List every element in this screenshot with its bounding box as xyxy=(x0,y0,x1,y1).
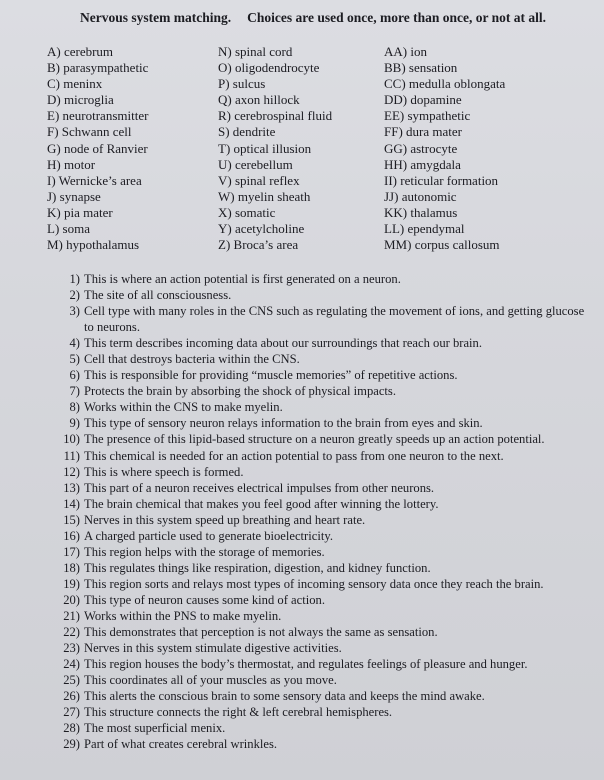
choice-item: EE) sympathetic xyxy=(384,108,471,124)
question-number: 12) xyxy=(63,464,80,479)
question-text: Nerves in this system speed up breathing and heart rate. xyxy=(84,512,366,527)
question-number: 6) xyxy=(69,368,80,383)
question-item xyxy=(58,303,593,335)
question-item xyxy=(58,592,593,608)
choice-item: S) dendrite xyxy=(218,124,276,140)
question-item xyxy=(58,640,593,656)
question-number: 19) xyxy=(63,576,80,591)
choice-item: CC) medulla oblongata xyxy=(384,76,506,92)
choices-column-1 xyxy=(47,44,148,253)
question-number: 9) xyxy=(69,416,80,431)
question-item xyxy=(58,672,593,688)
question-text: Part of what creates cerebral wrinkles. xyxy=(84,737,278,752)
question-text: The most superficial menix. xyxy=(84,721,226,736)
choice-item: X) somatic xyxy=(218,204,276,220)
question-number: 22) xyxy=(63,625,80,640)
question-text: This structure connects the right & left cerebral hemispheres. xyxy=(84,705,393,720)
question-item xyxy=(58,464,593,480)
choice-item: Z) Broca’s area xyxy=(218,237,299,253)
choice-item: MM) corpus callosum xyxy=(384,237,500,253)
choice-item: FF) dura mater xyxy=(384,124,462,140)
question-text: A charged particle used to generate bioelectricity. xyxy=(84,528,333,543)
choice-item: P) sulcus xyxy=(218,76,266,92)
choice-item: JJ) autonomic xyxy=(384,188,457,204)
question-item xyxy=(58,704,593,720)
question-text: This alerts the conscious brain to some sensory data and keeps the mind awake. xyxy=(84,689,485,704)
question-number: 18) xyxy=(63,560,80,575)
choice-item: A) cerebrum xyxy=(47,44,114,59)
question-text: This is responsible for providing “muscle memories” of repetitive actions. xyxy=(84,368,458,383)
question-item xyxy=(58,720,593,736)
choice-item: LL) ependymal xyxy=(384,221,465,237)
question-number: 26) xyxy=(63,689,80,704)
choice-item: BB) sensation xyxy=(384,60,458,76)
question-number: 17) xyxy=(63,544,80,559)
choice-item: R) cerebrospinal fluid xyxy=(218,108,333,124)
question-item xyxy=(58,560,593,576)
question-number: 23) xyxy=(63,641,80,656)
question-text: This is where an action potential is first generated on a neuron. xyxy=(84,272,401,286)
question-number: 2) xyxy=(69,288,80,303)
question-text: This chemical is needed for an action potential to pass from one neuron to the next. xyxy=(84,448,504,463)
question-text: This type of neuron causes some kind of action. xyxy=(84,592,325,607)
choice-item: G) node of Ranvier xyxy=(47,140,148,156)
question-text: Cell that destroys bacteria within the CNS. xyxy=(84,352,300,367)
question-text: This regulates things like respiration, digestion, and kidney function. xyxy=(84,560,431,575)
choice-item: L) soma xyxy=(47,221,90,237)
question-item xyxy=(58,736,593,752)
question-number: 10) xyxy=(63,432,80,447)
question-item xyxy=(58,512,593,528)
choice-item: I) Wernicke’s area xyxy=(47,172,142,188)
question-number: 20) xyxy=(63,592,80,607)
worksheet-instructions: Choices are used once, more than once, or not at all. xyxy=(247,10,546,25)
choice-item: E) neurotransmitter xyxy=(47,108,149,124)
choice-item: Q) axon hillock xyxy=(218,92,300,108)
choice-item: Y) acetylcholine xyxy=(218,221,305,237)
question-item xyxy=(58,624,593,640)
question-number: 25) xyxy=(63,673,80,688)
question-number: 7) xyxy=(69,384,80,399)
question-text: Works within the CNS to make myelin. xyxy=(84,400,283,415)
question-item xyxy=(58,448,593,464)
choice-item: II) reticular formation xyxy=(384,172,499,188)
choices-column-3 xyxy=(384,44,505,253)
question-text: Cell type with many roles in the CNS such as regulating the movement of ions, and getting glucose to neurons. xyxy=(84,304,585,335)
choice-item: HH) amygdala xyxy=(384,156,461,172)
question-item xyxy=(58,351,593,367)
question-item xyxy=(58,608,593,624)
question-item xyxy=(58,544,593,560)
choice-item: AA) ion xyxy=(384,44,427,59)
worksheet-title: Nervous system matching. xyxy=(80,10,232,25)
question-text: The presence of this lipid-based structure on a neuron greatly speeds up an action potential. xyxy=(84,432,545,447)
question-text: This region houses the body’s thermostat, and regulates feelings of pleasure and hunger. xyxy=(84,657,528,672)
choice-item: W) myelin sheath xyxy=(218,188,311,204)
question-number: 27) xyxy=(63,705,80,720)
question-item xyxy=(58,480,593,496)
question-number: 28) xyxy=(63,721,80,736)
question-item xyxy=(58,415,593,431)
choice-item: H) motor xyxy=(47,156,96,172)
question-item xyxy=(58,287,593,303)
choice-item: O) oligodendrocyte xyxy=(218,60,320,76)
question-item xyxy=(58,528,593,544)
question-number: 13) xyxy=(63,480,80,495)
choice-item: N) spinal cord xyxy=(218,44,293,59)
question-item xyxy=(58,271,593,287)
question-text: Works within the PNS to make myelin. xyxy=(84,608,282,623)
question-item xyxy=(58,431,593,447)
choice-item: M) hypothalamus xyxy=(47,237,140,253)
question-item xyxy=(58,576,593,592)
choice-item: DD) dopamine xyxy=(384,92,462,108)
question-number: 1) xyxy=(69,272,80,286)
question-number: 5) xyxy=(69,352,80,367)
choice-item: KK) thalamus xyxy=(384,204,458,220)
choice-item: GG) astrocyte xyxy=(384,140,458,156)
question-item xyxy=(58,335,593,351)
question-item xyxy=(58,399,593,415)
question-text: Protects the brain by absorbing the shock of physical impacts. xyxy=(84,384,396,399)
question-number: 16) xyxy=(63,528,80,543)
choice-item: K) pia mater xyxy=(47,204,113,220)
question-item xyxy=(58,496,593,512)
question-text: This region sorts and relays most types of incoming sensory data once they reach the brain. xyxy=(84,576,544,591)
question-number: 3) xyxy=(69,304,80,319)
question-text: Nerves in this system stimulate digestive activities. xyxy=(84,641,342,656)
choice-item: C) meninx xyxy=(47,76,103,92)
question-number: 14) xyxy=(63,496,80,511)
question-text: This demonstrates that perception is not always the same as sensation. xyxy=(84,625,438,640)
question-number: 4) xyxy=(69,336,80,351)
question-number: 8) xyxy=(69,400,80,415)
question-number: 15) xyxy=(63,512,80,527)
choice-item: B) parasympathetic xyxy=(47,60,149,76)
choices-column-2 xyxy=(218,44,332,253)
choice-item: D) microglia xyxy=(47,92,114,108)
question-item xyxy=(58,656,593,672)
question-item xyxy=(58,367,593,383)
question-text: This coordinates all of your muscles as you move. xyxy=(84,673,337,688)
question-text: This is where speech is formed. xyxy=(84,464,244,479)
choice-item: U) cerebellum xyxy=(218,156,293,172)
question-text: This part of a neuron receives electrical impulses from other neurons. xyxy=(84,480,435,495)
choice-item: J) synapse xyxy=(47,188,101,204)
question-list xyxy=(58,271,593,752)
choice-item: F) Schwann cell xyxy=(47,124,132,140)
question-number: 29) xyxy=(63,737,80,752)
question-text: This region helps with the storage of memories. xyxy=(84,544,325,559)
choice-item: T) optical illusion xyxy=(218,140,312,156)
choice-item: V) spinal reflex xyxy=(218,172,300,188)
question-number: 21) xyxy=(63,608,80,623)
question-item xyxy=(58,383,593,399)
question-number: 24) xyxy=(63,657,80,672)
question-item xyxy=(58,688,593,704)
question-text: The brain chemical that makes you feel good after winning the lottery. xyxy=(84,496,439,511)
question-number: 11) xyxy=(63,448,80,463)
question-text: This type of sensory neuron relays information to the brain from eyes and skin. xyxy=(84,416,483,431)
worksheet-header xyxy=(80,10,580,26)
question-text: The site of all consciousness. xyxy=(84,288,232,303)
question-text: This term describes incoming data about our surroundings that reach our brain. xyxy=(84,336,482,351)
